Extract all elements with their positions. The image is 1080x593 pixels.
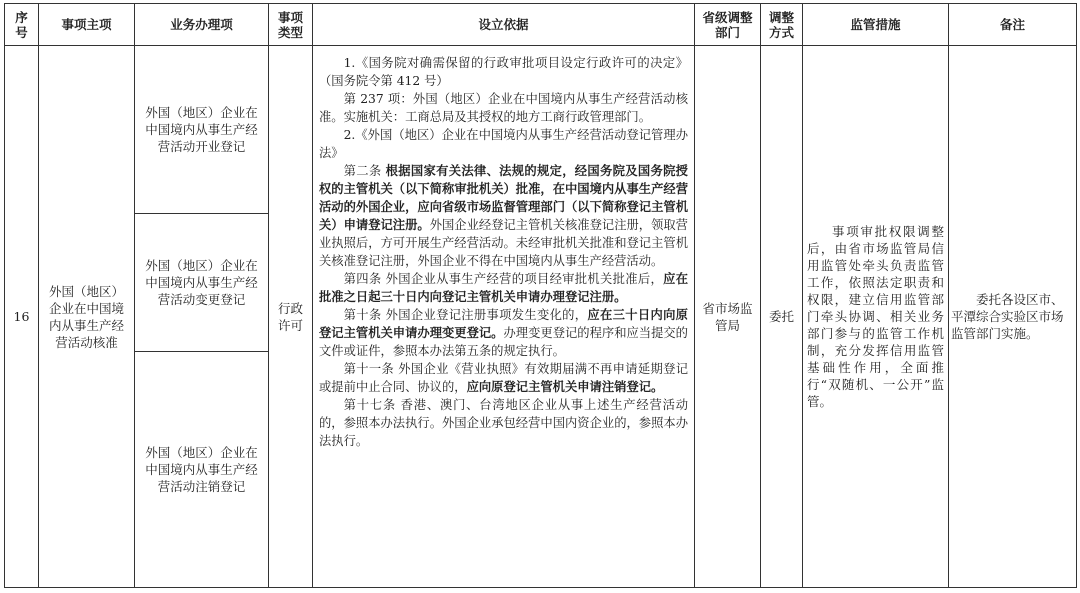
header-row <box>5 4 1077 46</box>
basis-cell <box>313 46 695 588</box>
header-item-type: 事项类型 <box>269 4 313 46</box>
basis-p3: 2.《外国（地区）企业在中国境内从事生产经营活动登记管理办法》 <box>319 128 688 160</box>
policy-table <box>4 3 1077 588</box>
basis-p6-lead: 第十条 外国企业登记注册事项发生变化的， <box>343 308 588 322</box>
header-supervision: 监管措施 <box>803 4 949 46</box>
basis-p7-bold: 应向原登记主管机关申请注销登记。 <box>466 379 664 394</box>
table-row <box>5 46 1077 214</box>
basis-p6-tail: 办理变更登记的程序和应当提交的文件或证件，参照本办法第五条的规定执行。 <box>319 326 688 358</box>
basis-p2: 第 237 项：外国（地区）企业在中国境内从事生产经营活动核准。实施机关：工商总局及其授权的地方工商行政管理部门。 <box>319 92 688 124</box>
main-item-cell: 外国（地区）企业在中国境内从事生产经营活动核准 <box>39 46 135 588</box>
basis-p1: 1.《国务院对确需保留的行政审批项目设定行政许可的决定》（国务院令第 412 号） <box>319 56 688 88</box>
basis-p4-lead: 第二条 <box>343 164 386 178</box>
basis-p4-tail: 外国企业经登记主管机关核准登记注册，领取营业执照后，方可开展生产经营活动。未经审批机关批准和登记主管机关核准登记注册，外国企业不得在中国境内从事生产经营活动。 <box>319 218 688 268</box>
supervision-text: 事项审批权限调整后，由省市场监管局信用监管处牵头负责监管工作，依照法定职责和权限，建立信用监管部门牵头协调、相关业务部门参与的监管工作机制，充分发挥信用监管基础性作用，全面推行“双随机、一公开”监管。 <box>807 224 944 409</box>
item-type-cell: 行政许可 <box>269 46 313 588</box>
basis-p8: 第十七条 香港、澳门、台湾地区企业从事上述生产经营活动的，参照本办法执行。外国企业承包经营中国内资企业的，参照本办法执行。 <box>319 398 688 448</box>
supervision-cell <box>803 46 949 588</box>
adjust-method-cell: 委托 <box>761 46 803 588</box>
business-item-open: 外国（地区）企业在中国境内从事生产经营活动开业登记 <box>135 46 269 214</box>
provincial-dept-cell: 省市场监管局 <box>695 46 761 588</box>
seq-cell: 16 <box>5 46 39 588</box>
remarks-text: 委托各设区市、平潭综合实验区市场监管部门实施。 <box>951 292 1064 341</box>
basis-p6-bold: 应在三十日内向原登记主管机关申请办理变更登记。 <box>319 307 688 340</box>
remarks-cell <box>949 46 1077 588</box>
header-remarks: 备注 <box>949 4 1077 46</box>
header-adjust-method: 调整方式 <box>761 4 803 46</box>
header-basis: 设立依据 <box>313 4 695 46</box>
header-main-item: 事项主项 <box>39 4 135 46</box>
header-seq: 序号 <box>5 4 39 46</box>
header-provincial-dept: 省级调整部门 <box>695 4 761 46</box>
business-item-change: 外国（地区）企业在中国境内从事生产经营活动变更登记 <box>135 214 269 352</box>
basis-p5-bold: 应在批准之日起三十日内向登记主管机关申请办理登记注册。 <box>319 271 688 304</box>
basis-p6 <box>319 306 688 360</box>
basis-p4 <box>319 162 688 270</box>
business-item-cancel: 外国（地区）企业在中国境内从事生产经营活动注销登记 <box>135 352 269 588</box>
header-business-item: 业务办理项 <box>135 4 269 46</box>
basis-p5-lead: 第四条 外国企业从事生产经营的项目经审批机关批准后， <box>343 272 664 286</box>
basis-p5 <box>319 270 688 306</box>
basis-p7-lead: 第十一条 外国企业《营业执照》有效期届满不再申请延期登记或提前中止合同、协议的， <box>319 362 688 394</box>
basis-p7 <box>319 360 688 396</box>
basis-p4-bold: 根据国家有关法律、法规的规定，经国务院及国务院授权的主管机关（以下简称审批机关）批准，在中国境内从事生产经营活动的外国企业，应向省级市场监督管理部门（以下简称登记主管机关）申请登记注册。 <box>319 163 688 232</box>
